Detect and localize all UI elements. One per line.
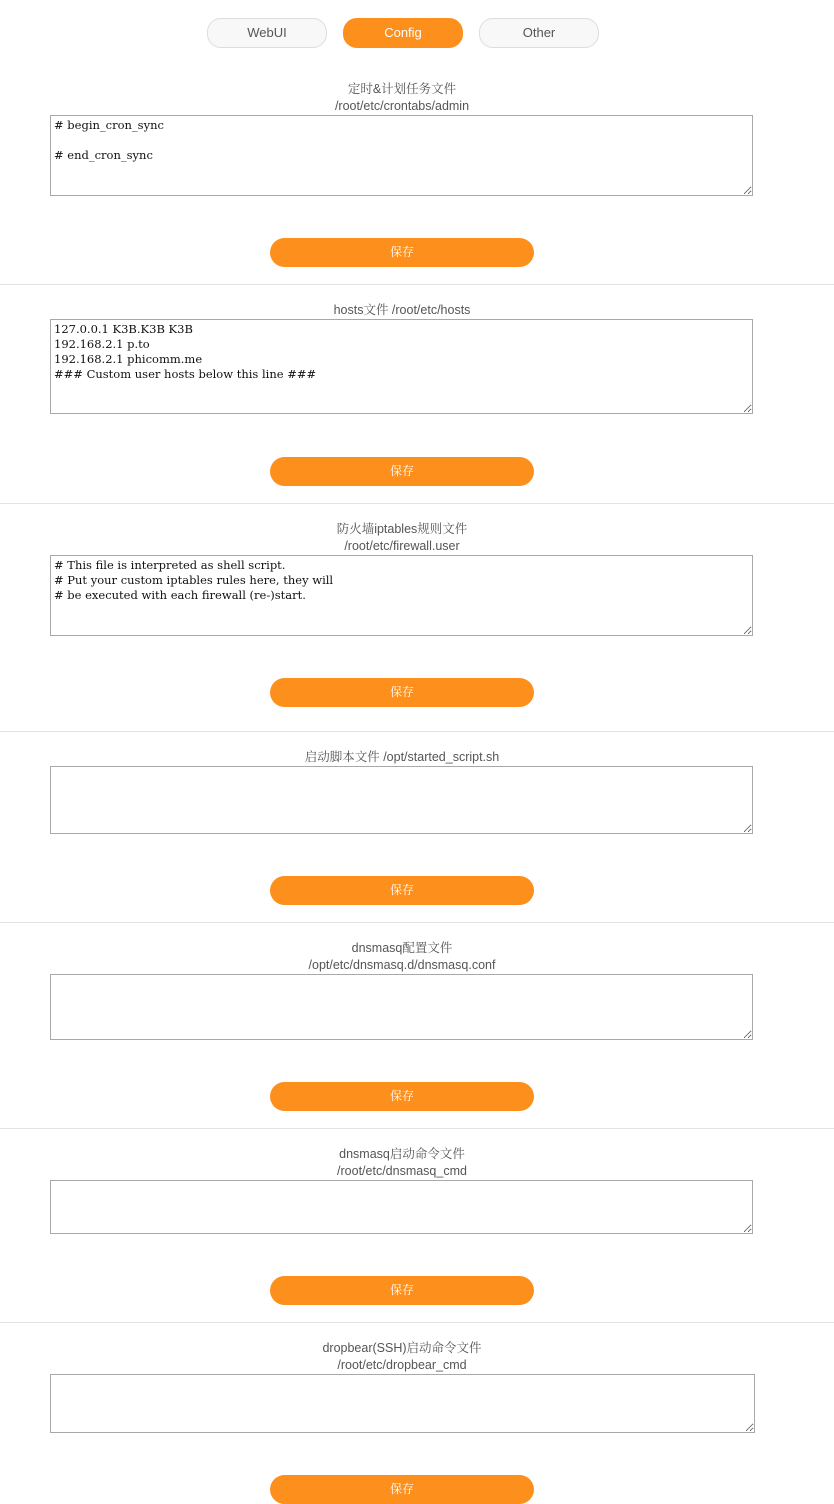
section-title (0, 521, 804, 555)
section-title (0, 302, 804, 319)
tab-config[interactable]: Config (343, 18, 463, 48)
save-button[interactable]: 保存 (270, 876, 534, 905)
section-title-line1: 定时&计划任务文件 (347, 82, 457, 96)
section-title-line2: /root/etc/crontabs/admin (334, 99, 470, 113)
divider (0, 503, 834, 504)
save-button[interactable]: 保存 (270, 1276, 534, 1305)
section-title-line1: hosts文件 /root/etc/hosts (333, 303, 471, 317)
firewall-editor[interactable] (50, 555, 753, 636)
divider (0, 1322, 834, 1323)
section-title-line2: /opt/etc/dnsmasq.d/dnsmasq.conf (308, 958, 496, 972)
section-title (0, 81, 804, 115)
section-title-line1: dnsmasq启动命令文件 (339, 1147, 465, 1161)
section-title-line1: dropbear(SSH)启动命令文件 (322, 1341, 482, 1355)
hosts-editor[interactable] (50, 319, 753, 414)
section-title-line2: /root/etc/dnsmasq_cmd (337, 1164, 467, 1178)
save-button[interactable]: 保存 (270, 1082, 534, 1111)
section-title-line1: 启动脚本文件 /opt/started_script.sh (304, 750, 500, 764)
section-title-line2: /root/etc/firewall.user (344, 539, 460, 553)
section-title-line1: 防火墙iptables规则文件 (336, 522, 468, 536)
started-script-editor[interactable] (50, 766, 753, 834)
save-button[interactable]: 保存 (270, 1475, 534, 1504)
divider (0, 1128, 834, 1129)
section-title (0, 940, 804, 974)
section-title (0, 1340, 804, 1374)
section-title-line1: dnsmasq配置文件 (351, 941, 453, 955)
tab-other[interactable]: Other (479, 18, 599, 48)
tab-webui[interactable]: WebUI (207, 18, 327, 48)
save-button[interactable]: 保存 (270, 678, 534, 707)
save-button[interactable]: 保存 (270, 238, 534, 267)
dnsmasq-conf-editor[interactable] (50, 974, 753, 1040)
divider (0, 284, 834, 285)
dropbear-cmd-editor[interactable] (50, 1374, 755, 1433)
tab-bar (0, 18, 834, 48)
dnsmasq-cmd-editor[interactable] (50, 1180, 753, 1234)
divider (0, 922, 834, 923)
divider (0, 731, 834, 732)
section-title-line2: /root/etc/dropbear_cmd (337, 1358, 467, 1372)
section-title (0, 1146, 804, 1180)
section-title (0, 749, 804, 766)
crontab-editor[interactable] (50, 115, 753, 196)
save-button[interactable]: 保存 (270, 457, 534, 486)
